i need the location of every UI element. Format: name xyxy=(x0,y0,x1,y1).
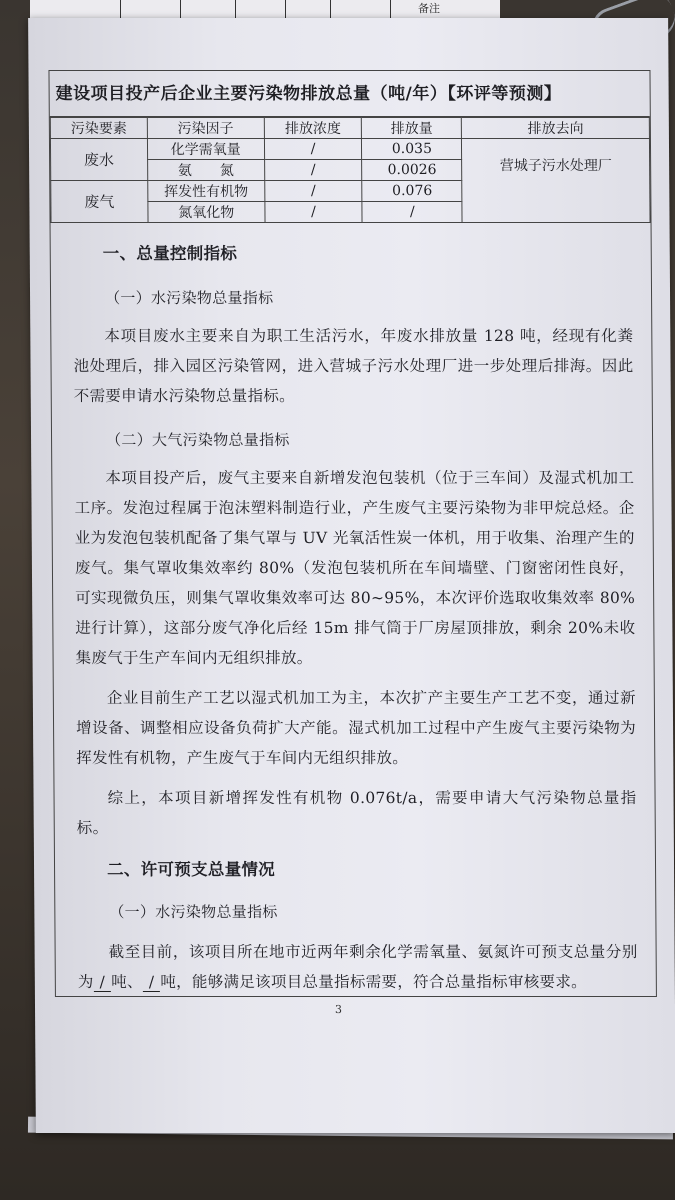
factor-cell: 氮氧化物 xyxy=(148,202,265,223)
factor-cell: 挥发性有机物 xyxy=(148,181,265,202)
paragraph: 本项目废水主要来自为职工生活污水，年废水排放量 128 吨，经现有化粪池处理后，排入园区污染管网，进入营城子污水处理厂进一步处理后排海。因此不需要申请水污染物总量指标。 xyxy=(73,327,634,405)
paragraph xyxy=(78,937,638,997)
section-heading: 二、许可预支总量情况 xyxy=(106,860,276,879)
conc-cell: / xyxy=(265,202,363,223)
destination-cell: 营城子污水处理厂 xyxy=(462,139,650,223)
header-factor: 污染因子 xyxy=(147,118,264,139)
amount-cell: 0.0026 xyxy=(362,160,462,181)
table-header-row xyxy=(50,118,649,139)
paragraph: 综上，本项目新增挥发性有机物 0.076t/a，需要申请大气污染物总量指标。 xyxy=(76,789,637,837)
text-run: 截至目前，该项目所在地市近两年剩余化学需氧量、氨氮许可预支总量分别为 xyxy=(77,943,638,991)
header-destination: 排放去向 xyxy=(462,118,650,139)
header-element: 污染要素 xyxy=(50,118,147,139)
document-page xyxy=(28,18,675,1133)
section-one xyxy=(73,239,638,997)
blank-field: / xyxy=(94,973,112,992)
amount-cell: / xyxy=(362,202,462,223)
amount-cell: 0.035 xyxy=(362,139,462,160)
subsection-heading: （二）大气污染物总量指标 xyxy=(105,431,290,449)
content-frame xyxy=(48,70,656,997)
amount-cell: 0.076 xyxy=(362,181,462,202)
subsection-heading: （一）水污染物总量指标 xyxy=(104,289,274,307)
conc-cell: / xyxy=(264,181,362,202)
section-heading: 一、总量控制指标 xyxy=(102,244,238,263)
factor-cell: 氨 氮 xyxy=(147,160,264,181)
conc-cell: / xyxy=(264,160,362,181)
header-amount: 排放量 xyxy=(362,118,462,139)
subsection-heading: （一）水污染物总量指标 xyxy=(109,903,278,921)
page-number: 3 xyxy=(334,1003,343,1016)
text-run: 吨，能够满足该项目总量指标需要，符合总量指标审核要求。 xyxy=(160,973,587,991)
exhaust-label: 废气 xyxy=(51,181,148,223)
paragraph: 本项目投产后，废气主要来自新增发泡包装机（位于三车间）及湿式机加工工序。发泡过程属于泡沫塑料制造行业，产生废气主要污染物为非甲烷总烃。企业为发泡包装机配备了集气罩与 UV 光氧活性炭一体机，用于收集、治理产生的废气。集气罩收集效率约 80%（发泡包装机所在车间墙壁、门窗密闭性良好，可实现微负压，则集气罩收集效率可达 80~95%，本次评价选取收集效率 80%进行计算），这部分废气净化后经 15m 排气筒于厂房屋顶排放，剩余 20%未收集废气于生产车间内无组织排放。 xyxy=(74,469,636,667)
blank-field: / xyxy=(143,973,161,992)
paragraph: 企业目前生产工艺以湿式机加工为主，本次扩产主要生产工艺不变，通过新增设备、调整相应设备负荷扩大产能。湿式机加工过程中产生废气主要污染物为挥发性有机物，产生废气于车间内无组织排放。 xyxy=(76,689,637,767)
table-row xyxy=(50,139,649,160)
conc-cell: / xyxy=(264,139,362,160)
pollutant-table xyxy=(50,117,651,223)
factor-cell: 化学需氧量 xyxy=(147,139,264,160)
background-note-label: 备注 xyxy=(418,2,440,15)
header-concentration: 排放浓度 xyxy=(264,118,362,139)
text-run: 吨、 xyxy=(111,973,143,991)
table-title: 建设项目投产后企业主要污染物排放总量（吨/年）【环评等预测】 xyxy=(49,71,649,117)
wastewater-label: 废水 xyxy=(50,139,147,181)
